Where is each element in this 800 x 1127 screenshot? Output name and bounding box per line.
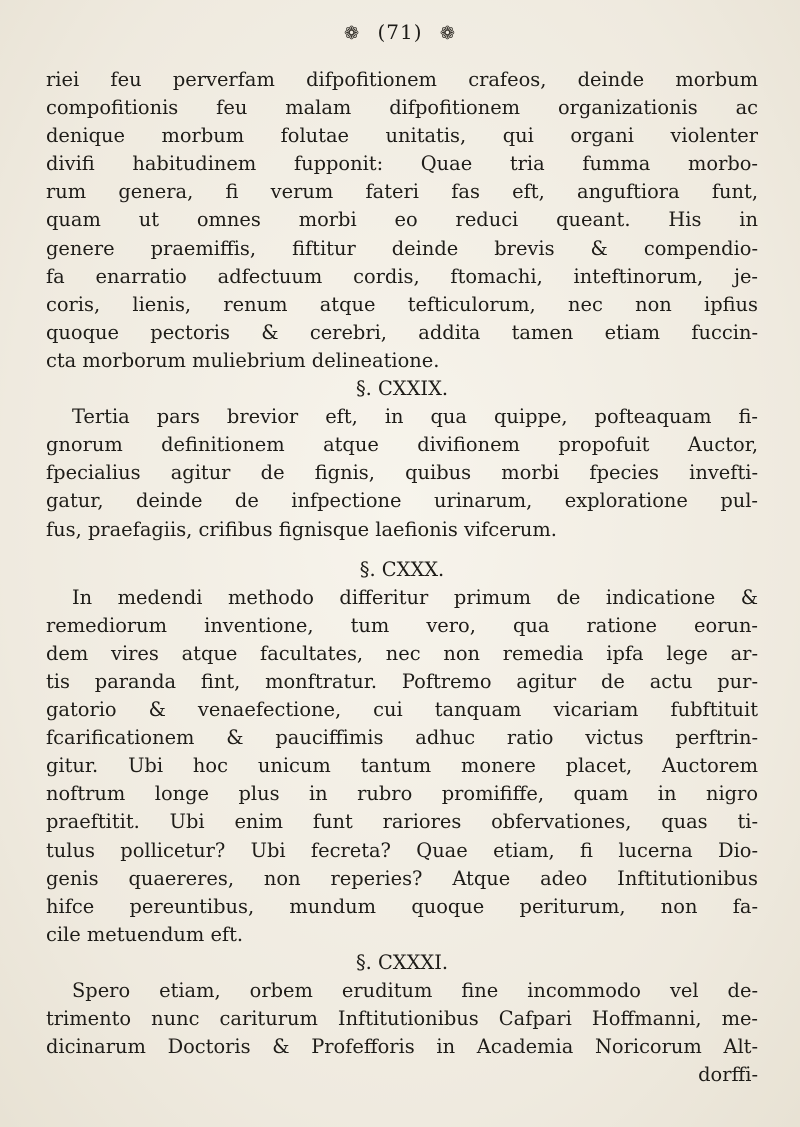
text-line: gatur, deinde de infpectione urinarum, exploratione pul- — [46, 489, 758, 513]
text-line: compofitionis feu malam difpofitionem organizationis ac — [46, 96, 758, 120]
section-cxxxi — [46, 949, 758, 1089]
section-cxxx — [46, 556, 758, 949]
text-line: noftrum longe plus in rubro promififfe, quam in nigro — [46, 782, 758, 806]
text-line: fpecialius agitur de fignis, quibus morbi fpecies invefti- — [46, 461, 758, 485]
text-line: dem vires atque facultates, nec non remedia ipfa lege ar- — [46, 641, 758, 665]
text-line: genere praemiffis, fiftitur deinde brevis & compendio- — [46, 236, 758, 260]
text-line: divifi habitudinem fupponit: Quae tria fumma morbo- — [46, 152, 758, 176]
body-text — [46, 66, 758, 1089]
page-number: (71) — [377, 20, 423, 44]
text-line: Tertia pars brevior eft, in qua quippe, pofteaquam fi- — [72, 405, 758, 429]
ornament-left-icon: ❁ — [344, 23, 361, 44]
section-heading: §. CXXIX. — [355, 377, 449, 401]
text-line: cta morborum muliebrium delineatione. — [46, 348, 440, 372]
text-line: gatorio & venaefectione, cui tanquam vicariam fubftituit — [46, 698, 758, 722]
text-line: praeftitit. Ubi enim funt rariores obfervationes, quas ti- — [46, 810, 758, 834]
text-line: fcarificationem & pauciffimis adhuc ratio victus perftrin- — [46, 726, 758, 750]
paragraph-continuation — [46, 66, 758, 375]
text-line: gitur. Ubi hoc unicum tantum monere placet, Auctorem — [46, 754, 758, 778]
text-line: fus, praefagiis, crifibus fignisque laefionis vifcerum. — [46, 517, 557, 541]
text-line: genis quaereres, non reperies? Atque adeo Inftitutionibus — [46, 866, 758, 890]
text-line: gnorum definitionem atque divifionem propofuit Auctor, — [46, 433, 758, 457]
text-line: dicinarum Doctoris & Profefforis in Academia Noricorum Alt- — [46, 1035, 758, 1059]
ornament-right-icon: ❁ — [439, 23, 456, 44]
text-line: rum genera, fi verum fateri fas eft, anguftiora funt, — [46, 180, 758, 204]
text-line: quam ut omnes morbi eo reduci queant. His in — [46, 208, 758, 232]
text-line: riei feu perverfam difpofitionem crafeos, deinde morbum — [46, 68, 758, 91]
text-line: Spero etiam, orbem eruditum fine incommodo vel de- — [72, 979, 758, 1002]
section-cxxix — [46, 375, 758, 544]
text-line: denique morbum folutae unitatis, qui organi violenter — [46, 124, 758, 148]
section-heading: §. CXXX. — [359, 557, 445, 581]
text-line: fa enarratio adfectuum cordis, ftomachi, inteftinorum, je- — [46, 264, 758, 288]
text-line: quoque pectoris & cerebri, addita tamen etiam fuccin- — [46, 320, 758, 344]
page-header — [0, 20, 800, 44]
text-line: hifce pereuntibus, mundum quoque periturum, non fa- — [46, 894, 758, 918]
catchword: dorffi- — [698, 1063, 758, 1087]
text-line: tis paranda fint, monftratur. Poftremo agitur de actu pur- — [46, 669, 758, 693]
text-line: remediorum inventione, tum vero, qua ratione eorun- — [46, 613, 758, 637]
text-line: cile metuendum eft. — [46, 922, 244, 946]
section-heading: §. CXXXI. — [355, 950, 449, 974]
text-line: coris, lienis, renum atque tefticulorum, nec non ipfius — [46, 292, 758, 316]
text-line: trimento nunc cariturum Inftitutionibus Cafpari Hoffmanni, me- — [46, 1007, 758, 1031]
text-line: tulus pollicetur? Ubi fecreta? Quae etiam, fi lucerna Dio- — [46, 838, 758, 862]
text-line: In medendi methodo differitur primum de indicatione & — [72, 585, 758, 609]
